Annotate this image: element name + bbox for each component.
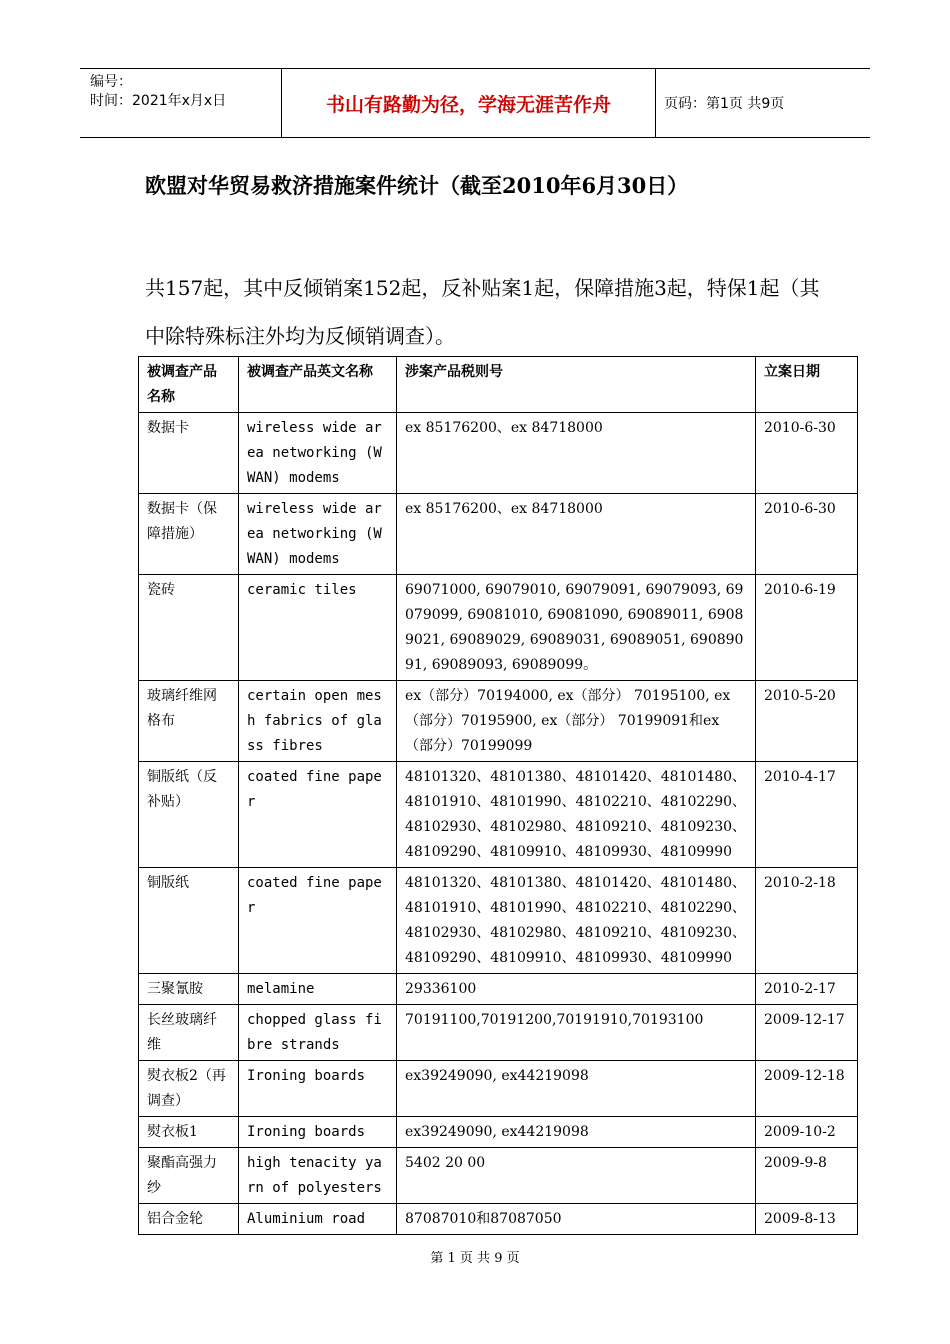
table-row [139, 1117, 858, 1148]
table-row [139, 494, 858, 575]
document-number-label: 编号： [90, 74, 132, 90]
tariff-codes: 87087010和87087050 [397, 1204, 756, 1235]
filing-date: 2010-5-20 [756, 681, 858, 762]
table-header-row [139, 357, 858, 413]
product-en: wireless wide area networking (WWAN) modems [239, 494, 397, 575]
tariff-codes: ex39249090, ex44219098 [397, 1061, 756, 1117]
header-filing-date: 立案日期 [756, 357, 858, 413]
tariff-codes: 48101320、48101380、48101420、48101480、48101910、48101990、48102210、48102290、48102930、48102980、48109210、48109230、48109290、48109910、48109930、48109990 [397, 868, 756, 974]
filing-date: 2009-8-13 [756, 1204, 858, 1235]
product-cn: 铝合金轮 [139, 1204, 239, 1235]
product-cn: 玻璃纤维网格布 [139, 681, 239, 762]
filing-date: 2010-2-17 [756, 974, 858, 1005]
product-cn: 聚酯高强力纱 [139, 1148, 239, 1204]
product-cn: 熨衣板1 [139, 1117, 239, 1148]
product-en: high tenacity yarn of polyesters [239, 1148, 397, 1204]
product-cn: 数据卡 [139, 413, 239, 494]
product-cn: 数据卡（保障措施） [139, 494, 239, 575]
table-row [139, 413, 858, 494]
document-date: 时间：2021年x月x日 [90, 93, 227, 109]
tariff-codes: ex（部分）70194000, ex（部分） 70195100, ex（部分）70195900, ex（部分） 70199091和ex （部分）70199099 [397, 681, 756, 762]
tariff-codes: 70191100,70191200,70191910,70193100 [397, 1005, 756, 1061]
table-row [139, 1005, 858, 1061]
table-row [139, 1148, 858, 1204]
product-en: Ironing boards [239, 1117, 397, 1148]
header-product-cn: 被调查产品名称 [139, 357, 239, 413]
table-row [139, 575, 858, 681]
table-row [139, 974, 858, 1005]
intro-paragraph: 共157起，其中反倾销案152起，反补贴案1起，保障措施3起，特保1起（其中除特殊标注外均为反倾销调查）。 [145, 276, 820, 348]
tariff-codes: 48101320、48101380、48101420、48101480、48101910、48101990、48102210、48102290、48102930、48102980、48109210、48109230、48109290、48109910、48109930、48109990 [397, 762, 756, 868]
tariff-codes: ex39249090, ex44219098 [397, 1117, 756, 1148]
tariff-codes: 5402 20 00 [397, 1148, 756, 1204]
table-row [139, 681, 858, 762]
page-footer: 第 1 页 共 9 页 [430, 1251, 520, 1266]
filing-date: 2009-12-17 [756, 1005, 858, 1061]
tariff-codes: 69071000, 69079010, 69079091, 69079093, 69079099, 69081010, 69081090, 69089011, 69089021, 69089029, 69089031, 69089051, 69089091, 69089093, 69089099。 [397, 575, 756, 681]
product-cn: 熨衣板2（再调查） [139, 1061, 239, 1117]
header-motto: 书山有路勤为径，学海无涯苦作舟 [281, 69, 656, 137]
product-cn: 长丝玻璃纤维 [139, 1005, 239, 1061]
header-meta [90, 73, 285, 111]
page-header [80, 68, 870, 138]
product-en: coated fine paper [239, 762, 397, 868]
tariff-codes: 29336100 [397, 974, 756, 1005]
table-row [139, 868, 858, 974]
product-cn: 瓷砖 [139, 575, 239, 681]
table-row [139, 1061, 858, 1117]
product-en: Ironing boards [239, 1061, 397, 1117]
product-cn: 铜版纸（反补贴） [139, 762, 239, 868]
filing-date: 2010-4-17 [756, 762, 858, 868]
filing-date: 2010-6-30 [756, 494, 858, 575]
document-title: 欧盟对华贸易救济措施案件统计（截至2010年6月30日） [145, 173, 689, 198]
header-page-info: 页码：第1页 共9页 [664, 96, 785, 112]
tariff-codes: ex 85176200、ex 84718000 [397, 494, 756, 575]
product-en: ceramic tiles [239, 575, 397, 681]
product-en: Aluminium road [239, 1204, 397, 1235]
filing-date: 2009-12-18 [756, 1061, 858, 1117]
product-en: chopped glass fibre strands [239, 1005, 397, 1061]
filing-date: 2010-6-30 [756, 413, 858, 494]
product-en: wireless wide area networking (WWAN) modems [239, 413, 397, 494]
header-tariff-codes: 涉案产品税则号 [397, 357, 756, 413]
table-row [139, 762, 858, 868]
filing-date: 2009-9-8 [756, 1148, 858, 1204]
header-product-en: 被调查产品英文名称 [239, 357, 397, 413]
product-en: melamine [239, 974, 397, 1005]
filing-date: 2009-10-2 [756, 1117, 858, 1148]
cases-table [138, 356, 858, 1235]
tariff-codes: ex 85176200、ex 84718000 [397, 413, 756, 494]
product-en: coated fine paper [239, 868, 397, 974]
filing-date: 2010-6-19 [756, 575, 858, 681]
product-cn: 三聚氰胺 [139, 974, 239, 1005]
product-cn: 铜版纸 [139, 868, 239, 974]
product-en: certain open mesh fabrics of glass fibres [239, 681, 397, 762]
filing-date: 2010-2-18 [756, 868, 858, 974]
table-row [139, 1204, 858, 1235]
